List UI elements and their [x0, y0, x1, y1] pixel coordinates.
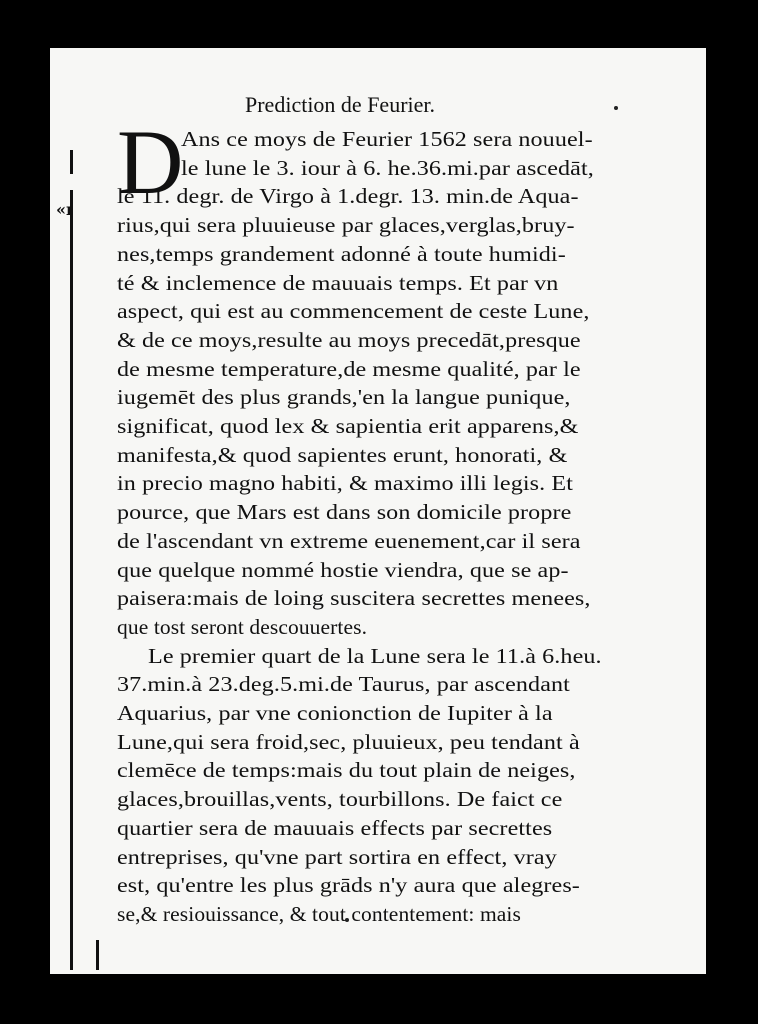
text-line: Aquarius, par vne conionction de Iupiter à la [117, 701, 553, 725]
text-line: 37.min.à 23.deg.5.mi.de Taurus, par ascendant [117, 672, 570, 697]
text-line: clemēce de temps:mais du tout plain de neiges, [117, 758, 576, 783]
text-line: rius,qui sera pluuieuse par glaces,verglas,bruy- [117, 213, 575, 238]
drop-cap: D [117, 111, 184, 213]
margin-mark [70, 650, 73, 672]
text-line: in precio magno habiti, & maximo illi legis. Et [117, 471, 574, 496]
text-line: Lune,qui sera froid,sec, pluuieux, peu tendant à [117, 729, 580, 754]
margin-mark [96, 940, 99, 970]
text-line: Ans ce moys de Feurier 1562 sera nouuel- [181, 127, 593, 151]
text-line: le 11. degr. de Virgo à 1.degr. 13. min.de Aqua- [117, 184, 579, 209]
text-line: nes,temps grandement adonné à toute humidi- [117, 241, 566, 266]
text-line: significat, quod lex & sapientia erit apparens,& [117, 414, 579, 438]
text-line: est, qu'entre les plus grāds n'y aura que alegres- [117, 873, 580, 898]
page-title: Prediction de Feurier. [245, 92, 436, 117]
text-line: que quelque nommé hostie viendra, que se ap- [117, 557, 569, 582]
text-line: paisera:mais de loing suscitera secrettes menees, [117, 586, 591, 611]
text-line: de l'ascendant vn extreme euenement,car il sera [117, 528, 581, 553]
text-line: pource, que Mars est dans son domicile propre [117, 500, 572, 525]
text-line: & de ce moys,resulte au moys precedāt,presque [117, 327, 581, 352]
text-line: le lune le 3. iour à 6. he.36.mi.par ascedāt, [181, 155, 594, 180]
text-line: té & inclemence de mauuais temps. Et par vn [117, 270, 559, 295]
ink-spot [614, 106, 618, 110]
text-line: iugemēt des plus grands,'en la langue punique, [117, 385, 571, 410]
text-line: glaces,brouillas,vents, tourbillons. De faict ce [117, 787, 563, 812]
text-line: manifesta,& quod sapientes erunt, honorati, & [117, 442, 568, 467]
text-line: aspect, qui est au commencement de ceste Lune, [117, 299, 590, 324]
text-line: Le premier quart de la Lune sera le 11.à 6.heu. [148, 643, 602, 668]
text-line: entreprises, qu'vne part sortira en effect, vray [117, 844, 557, 869]
margin-annotation: «ı [56, 200, 73, 219]
text-line: de mesme temperature,de mesme qualité, par le [117, 356, 581, 381]
margin-rule [70, 190, 73, 970]
text-line: quartier sera de mauuais effects par secrettes [117, 815, 553, 840]
text-line: que tost seront descouuertes. [117, 614, 368, 639]
text-line: se,& resiouissance, & tout contentement: mais [117, 901, 521, 926]
margin-mark [70, 150, 73, 174]
